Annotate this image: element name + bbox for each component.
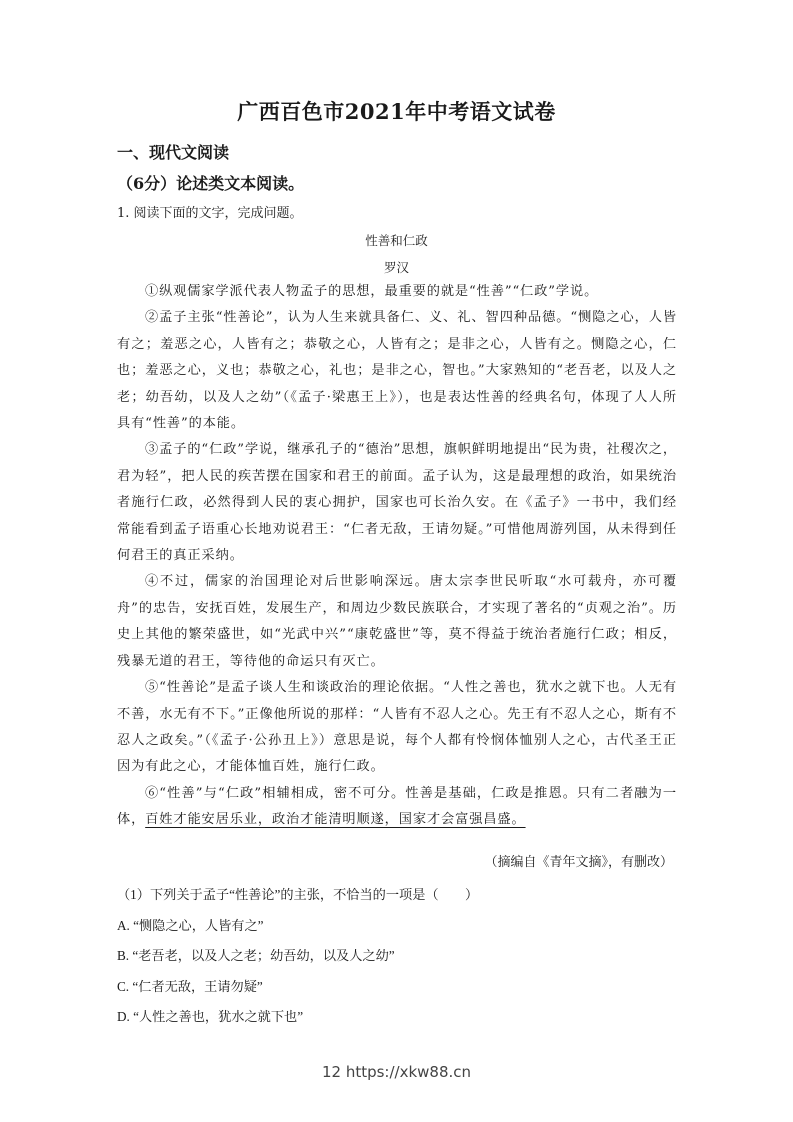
question-intro: 1. 阅读下面的文字，完成问题。 — [117, 206, 303, 221]
paragraph-6-text: ⑥“性善”与“仁政”相辅相成，密不可分。性善是基础，仁政是推恩。只有二者融为一体， — [117, 785, 677, 828]
question-stem: （1）下列关于孟子“性善论”的主张，不恰当的一项是（ ） — [117, 887, 479, 902]
question-1 — [117, 880, 677, 1033]
underlined-sentence: 百姓才能安居乐业，政治才能清明顺遂，国家才会富强昌盛。 — [145, 812, 526, 828]
option-a: A. “恻隐之心，人皆有之” — [117, 917, 264, 933]
article-body — [117, 279, 677, 834]
page-footer: 12 https://xkw88.cn — [321, 1063, 472, 1081]
page-title: 广西百色市2021年中考语文试卷 — [237, 99, 556, 124]
option-d: D. “人性之善也，犹水之就下也” — [117, 1009, 304, 1024]
paragraph-3: ③孟子的“仁政”学说，继承孔子的“德治”思想，旗帜鲜明地提出“民为贵，社稷次之，君为轻”，把人民的疾苦摆在国家和君王的前面。孟子认为，这是最理想的政治，如果统治者施行仁政，必然得到人民的衷心拥护，国家也可长治久安。在《孟子》一书中，我们经常能看到孟子语重心长地劝说君王：“仁者无敌，王请勿疑。”可惜他周游列国，从未得到任何君王的真正采纳。 — [117, 442, 677, 564]
paragraph-1: ①纵观儒家学派代表人物孟子的思想，最重要的就是“性善”“仁政”学说。 — [145, 284, 599, 299]
option-c: C. “仁者无敌，王请勿疑” — [117, 978, 263, 994]
article-title: 性善和仁政 — [365, 233, 428, 248]
section-heading: 一、现代文阅读 — [117, 143, 230, 162]
article-source: （摘编自《青年文摘》，有删改） — [484, 855, 673, 870]
article-author: 罗汉 — [383, 260, 409, 275]
paragraph-4: ④不过，儒家的治国理论对后世影响深远。唐太宗李世民听取“水可载舟，亦可覆舟”的忠告，安抚百姓，发展生产，和周边少数民族联合，才实现了著名的“贞观之治”。历史上其他的繁荣盛世，如“光武中兴”“康乾盛世”等，莫不得益于统治者施行仁政；相反，残暴无道的君王，等待他的命运只有灭亡。 — [117, 574, 677, 669]
sub-heading: （6分）论述类文本阅读。 — [117, 174, 305, 193]
paragraph-5: ⑤“性善论”是孟子谈人生和谈政治的理论依据。“人性之善也，犹水之就下也。人无有不善，水无有不下。”正像他所说的那样：“人皆有不忍人之心。先王有不忍人之心，斯有不忍人之政矣。”（《孟子·公孙丑上》）意思是说，每个人都有怜悯体恤别人之心，古代圣王正因为有此之心，才能体恤百姓，施行仁政。 — [117, 680, 677, 775]
option-b: B. “老吾老，以及人之老；幼吾幼，以及人之幼” — [117, 948, 395, 963]
paragraph-6 — [117, 781, 677, 834]
paragraph-2: ②孟子主张“性善论”，认为人生来就具备仁、义、礼、智四种品德。“恻隐之心，人皆有之；羞恶之心，人皆有之；恭敬之心，人皆有之；是非之心，人皆有之。恻隐之心，仁也；羞恶之心，义也；恭敬之心，礼也；是非之心，智也。”大家熟知的“老吾老，以及人之老；幼吾幼，以及人之幼”（《孟子·梁惠王上》），也是表达性善的经典名句，体现了人人所具有“性善”的本能。 — [117, 310, 677, 432]
